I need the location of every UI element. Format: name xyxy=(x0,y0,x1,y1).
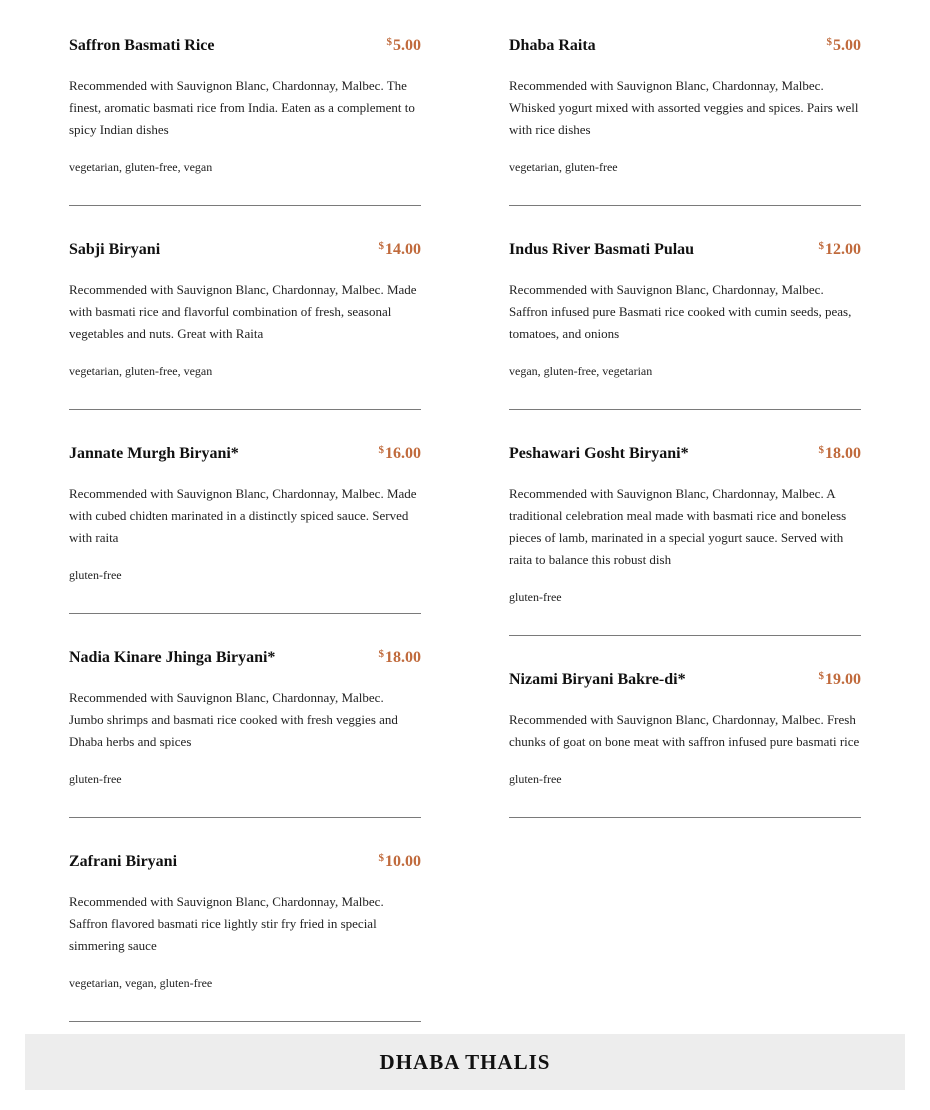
menu-item-name: Saffron Basmati Rice xyxy=(69,37,215,54)
menu-item xyxy=(69,438,421,614)
menu-item-name: Indus River Basmati Pulau xyxy=(509,241,695,258)
currency-symbol: $ xyxy=(386,36,392,48)
menu-item xyxy=(69,642,421,818)
menu-item-price xyxy=(827,36,862,55)
menu-item-tags: vegetarian, vegan, gluten-free xyxy=(69,976,213,990)
menu-item-description: Recommended with Sauvignon Blanc, Chardonnay, Malbec. Jumbo shrimps and basmati rice cooked with fresh veggies and Dhaba herbs and spices xyxy=(69,690,398,749)
menu-item-header xyxy=(69,36,421,58)
menu-item-tags: vegetarian, gluten-free, vegan xyxy=(69,364,213,378)
price-amount: 14.00 xyxy=(385,241,421,258)
menu-item xyxy=(69,846,421,1022)
menu-item-header xyxy=(69,648,421,670)
currency-symbol: $ xyxy=(818,444,824,456)
menu-item-header xyxy=(69,444,421,466)
menu-columns xyxy=(69,30,861,1050)
menu-item-price xyxy=(379,444,422,463)
menu-item-price xyxy=(387,36,422,55)
price-amount: 5.00 xyxy=(833,37,861,54)
price-amount: 18.00 xyxy=(385,649,421,666)
menu-item-name: Nadia Kinare Jhinga Biryani* xyxy=(69,649,276,666)
menu-column-left xyxy=(69,30,421,1050)
menu-item-header xyxy=(509,670,861,692)
menu-item xyxy=(509,438,861,636)
menu-item-description: Recommended with Sauvignon Blanc, Chardonnay, Malbec. Saffron flavored basmati rice lightly stir fry fried in special simmering sauce xyxy=(69,894,384,953)
menu-item-header xyxy=(509,36,861,58)
menu-item-description: Recommended with Sauvignon Blanc, Chardonnay, Malbec. Whisked yogurt mixed with assorted veggies and spices. Pairs well with rice dishes xyxy=(509,78,859,137)
price-amount: 19.00 xyxy=(825,671,861,688)
section-title: DHABA THALIS xyxy=(379,1049,551,1074)
menu-item-description: Recommended with Sauvignon Blanc, Chardonnay, Malbec. The finest, aromatic basmati rice from India. Eaten as a complement to spicy Indian dishes xyxy=(69,78,415,137)
menu-item-header xyxy=(69,240,421,262)
menu-item-tags: vegetarian, gluten-free, vegan xyxy=(69,160,213,174)
menu-item-price xyxy=(379,240,422,259)
menu-item-name: Peshawari Gosht Biryani* xyxy=(509,445,689,462)
currency-symbol: $ xyxy=(378,852,384,864)
currency-symbol: $ xyxy=(818,240,824,252)
menu-item-description: Recommended with Sauvignon Blanc, Chardonnay, Malbec. Fresh chunks of goat on bone meat with saffron infused pure basmati rice xyxy=(509,712,860,749)
menu-item-header xyxy=(69,852,421,874)
price-amount: 16.00 xyxy=(385,445,421,462)
menu-item xyxy=(509,664,861,818)
menu-item-name: Zafrani Biryani xyxy=(69,853,178,870)
menu-item-tags: gluten-free xyxy=(509,772,562,786)
section-header xyxy=(25,1034,905,1090)
menu-item xyxy=(69,30,421,206)
menu-item-header xyxy=(509,444,861,466)
menu-item xyxy=(69,234,421,410)
currency-symbol: $ xyxy=(818,670,824,682)
menu-item-tags: gluten-free xyxy=(69,772,122,786)
currency-symbol: $ xyxy=(378,444,384,456)
menu-item-description: Recommended with Sauvignon Blanc, Chardonnay, Malbec. Made with basmati rice and flavorful combination of fresh, seasonal vegetables and nuts. Great with Raita xyxy=(69,282,417,341)
menu-item-tags: vegetarian, gluten-free xyxy=(509,160,618,174)
menu-item-name: Sabji Biryani xyxy=(69,241,161,258)
menu-item-tags: gluten-free xyxy=(509,590,562,604)
currency-symbol: $ xyxy=(378,240,384,252)
menu-item-description: Recommended with Sauvignon Blanc, Chardonnay, Malbec. Saffron infused pure Basmati rice cooked with cumin seeds, peas, tomatoes, and onions xyxy=(509,282,852,341)
menu-column-right xyxy=(509,30,861,1050)
menu-item xyxy=(509,234,861,410)
menu-item-description: Recommended with Sauvignon Blanc, Chardonnay, Malbec. A traditional celebration meal made with basmati rice and boneless pieces of lamb, marinated in a special yogurt sauce. Served with raita to balance this robust dish xyxy=(509,486,847,567)
price-amount: 10.00 xyxy=(385,853,421,870)
menu-item-price xyxy=(819,444,862,463)
menu-item-header xyxy=(509,240,861,262)
menu-item-description: Recommended with Sauvignon Blanc, Chardonnay, Malbec. Made with cubed chidten marinated in a distinctly spiced sauce. Served with raita xyxy=(69,486,417,545)
menu-item-name: Nizami Biryani Bakre-di* xyxy=(509,671,686,688)
currency-symbol: $ xyxy=(378,648,384,660)
price-amount: 18.00 xyxy=(825,445,861,462)
menu-item xyxy=(509,30,861,206)
menu-item-price xyxy=(379,852,422,871)
menu-item-price xyxy=(819,240,862,259)
currency-symbol: $ xyxy=(826,36,832,48)
menu-item-name: Dhaba Raita xyxy=(509,37,596,54)
menu-item-tags: vegan, gluten-free, vegetarian xyxy=(509,364,653,378)
menu-item-price xyxy=(379,648,422,667)
menu-item-name: Jannate Murgh Biryani* xyxy=(69,445,239,462)
menu-item-tags: gluten-free xyxy=(69,568,122,582)
price-amount: 5.00 xyxy=(393,37,421,54)
price-amount: 12.00 xyxy=(825,241,861,258)
menu-item-price xyxy=(819,670,862,689)
